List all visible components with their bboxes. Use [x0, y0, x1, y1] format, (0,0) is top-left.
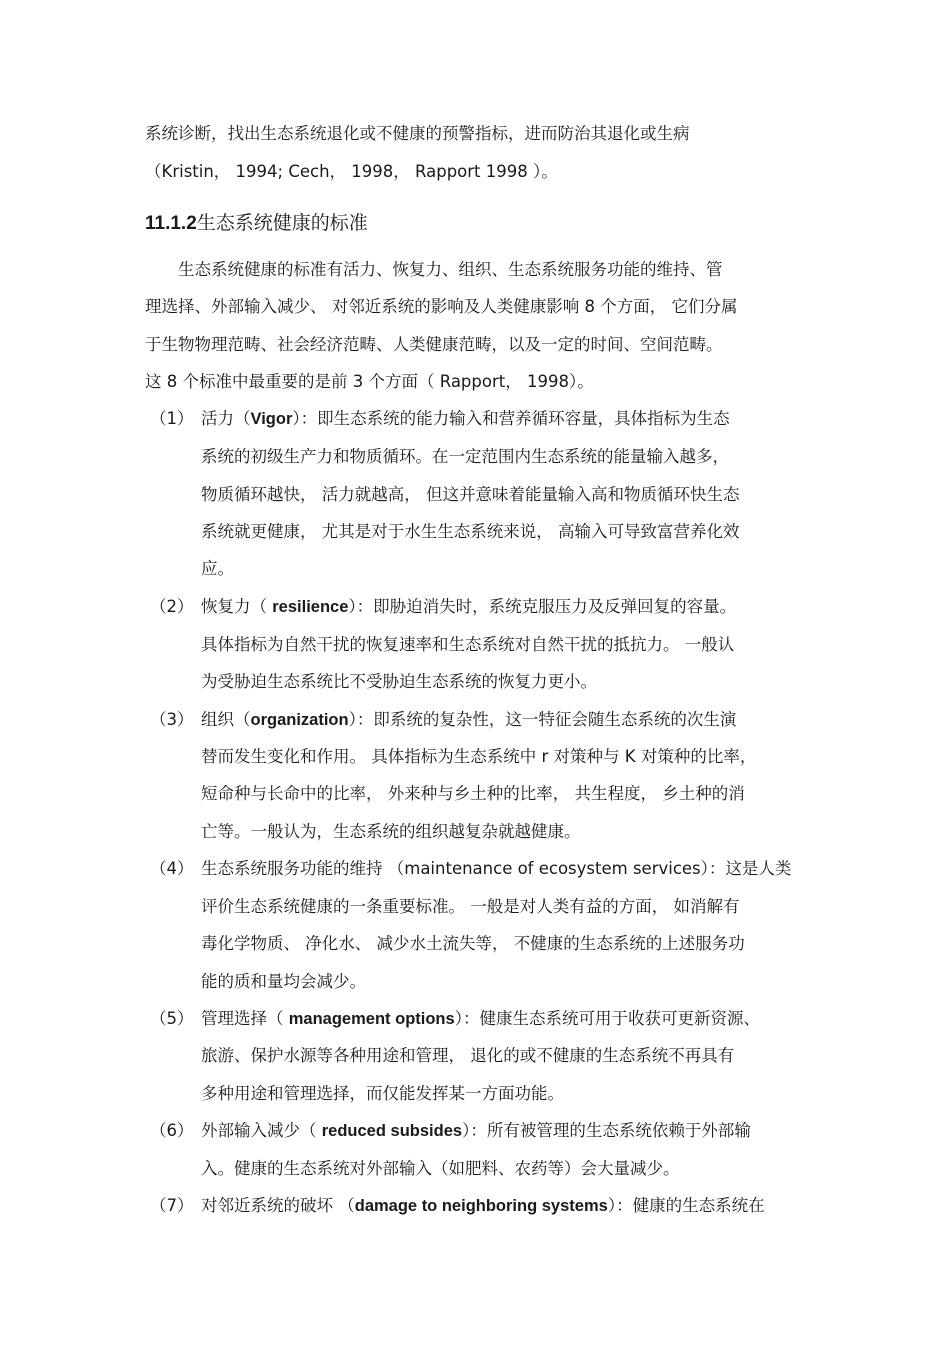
list-item-number: （3） — [150, 710, 194, 729]
list-item-number: （6） — [150, 1121, 194, 1140]
list-item-number: （4） — [150, 859, 194, 878]
term-english: Vigor — [250, 410, 293, 428]
paragraph-line: 于生物物理范畴、社会经济范畴、人类健康范畴，以及一定的时间、空间范畴。 — [145, 335, 723, 354]
list-item-line: 系统的初级生产力和物质循环。在一定范围内生态系统的能量输入越多， — [201, 447, 729, 466]
list-item-line: 旅游、保护水源等各种用途和管理， 退化的或不健康的生态系统不再具有 — [201, 1046, 735, 1065]
list-item-line: 能的质和量均会减少。 — [201, 972, 366, 991]
intro-line: 系统诊断，找出生态系统退化或不健康的预警指标，进而防治其退化或生病 — [145, 124, 690, 143]
list-item-line: 评价生态系统健康的一条重要标准。 一般是对人类有益的方面， 如消解有 — [201, 897, 740, 916]
intro-citation-line: （Kristin， 1994; Cech， 1998， Rapport 1998 ）。 — [145, 162, 558, 181]
list-item-number: （1） — [150, 409, 194, 428]
list-item-first-line: 管理选择（ management options）：健康生态系统可用于收获可更新资源、 — [201, 1009, 760, 1028]
list-item-first-line: 恢复力（ resilience）：即胁迫消失时，系统克服压力及反弹回复的容量。 — [201, 597, 737, 616]
section-title: 生态系统健康的标准 — [196, 212, 368, 234]
term-english: resilience — [272, 598, 349, 616]
paragraph-line: 理选择、外部输入减少、 对邻近系统的影响及人类健康影响 8 个方面， 它们分属 — [145, 297, 738, 316]
section-number: 11.1.2 — [145, 213, 197, 234]
list-item-number: （2） — [150, 597, 194, 616]
term-english: reduced subsides — [321, 1122, 463, 1140]
term-english: organization — [250, 711, 349, 729]
paragraph-line: 生态系统健康的标准有活力、恢复力、组织、生态系统服务功能的维持、管 — [178, 260, 723, 279]
list-item-first-line: 外部输入减少（ reduced subsides）：所有被管理的生态系统依赖于外部输 — [201, 1121, 751, 1140]
list-item-line: 系统就更健康， 尤其是对于水生生态系统来说， 高输入可导致富营养化效 — [201, 522, 740, 541]
list-item-line: 亡等。一般认为，生态系统的组织越复杂就越健康。 — [201, 822, 581, 841]
list-item-line: 多种用途和管理选择，而仅能发挥某一方面功能。 — [201, 1084, 564, 1103]
list-item-first-line: 活力（Vigor）：即生态系统的能力输入和营养循环容量，具体指标为生态 — [201, 409, 730, 428]
list-item-line: 入。健康的生态系统对外部输入（如肥料、农药等）会大量减少。 — [201, 1159, 680, 1178]
list-item-first-line: 对邻近系统的破坏 （damage to neighboring systems）：健康的生态系统在 — [201, 1196, 765, 1215]
section-heading — [145, 210, 368, 237]
list-item-number: （5） — [150, 1009, 194, 1028]
list-item-line: 为受胁迫生态系统比不受胁迫生态系统的恢复力更小。 — [201, 672, 597, 691]
list-item-number: （7） — [150, 1196, 194, 1215]
list-item-first-line: 组织（organization）：即系统的复杂性，这一特征会随生态系统的次生演 — [201, 710, 737, 729]
list-item-line: 物质循环越快， 活力就越高， 但这并意味着能量输入高和物质循环快生态 — [201, 485, 740, 504]
list-item-line: 具体指标为自然干扰的恢复速率和生态系统对自然干扰的抵抗力。 一般认 — [201, 635, 735, 654]
list-item-first-line: 生态系统服务功能的维持 （maintenance of ecosystem services）：这是人类 — [201, 859, 792, 878]
list-item-line: 毒化学物质、 净化水、 减少水土流失等， 不健康的生态系统的上述服务功 — [201, 934, 745, 953]
list-item-line: 应。 — [201, 559, 234, 578]
term-english: management options — [288, 1010, 455, 1028]
term-english: damage to neighboring systems — [354, 1197, 608, 1215]
list-item-line: 短命种与长命中的比率， 外来种与乡土种的比率， 共生程度， 乡土种的消 — [201, 784, 745, 803]
list-item-line: 替而发生变化和作用。 具体指标为生态系统中 r 对策种与 K 对策种的比率， — [201, 747, 757, 766]
paragraph-line: 这 8 个标准中最重要的是前 3 个方面（ Rapport， 1998）。 — [145, 372, 594, 391]
